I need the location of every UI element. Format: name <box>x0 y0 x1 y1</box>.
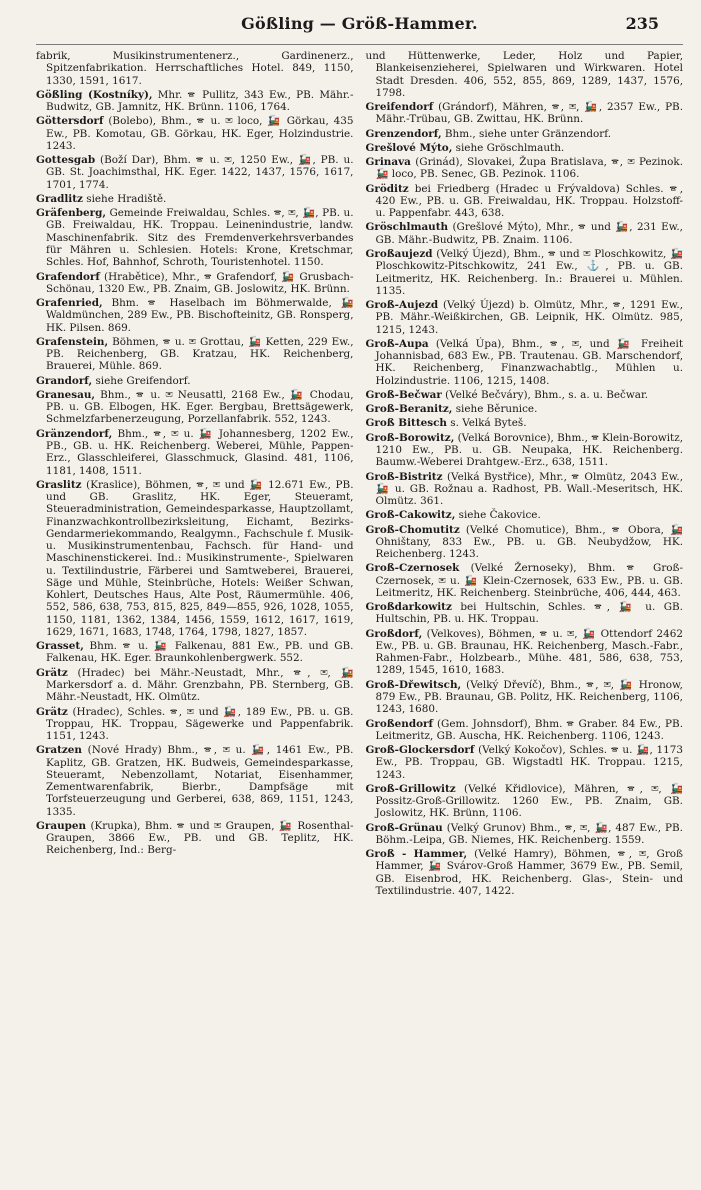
directory-entry <box>36 336 354 373</box>
entry-text: siehe Čakovice. <box>455 509 541 522</box>
directory-entry <box>366 389 684 401</box>
entry-place-name: Grätz <box>36 705 68 718</box>
entry-text: (Velká Borovnice), Bhm., 🕿 Klein-Borowitz, 1210 Ew., PB. u. GB. Neupaka, HK. Reichenberg. Baumw.-Weberei Drahtgew.-Erz., 638, 1511. <box>375 431 683 469</box>
entry-place-name: Groß-Grillowitz <box>365 782 456 795</box>
entry-text: (Grešlové Mýto), Mhr., 🕿 und 🚂, 231 Ew., GB. Mähr.-Budwitz, PB. Znaim. 1106. <box>375 221 683 246</box>
entry-text: siehe Gröschlmauth. <box>452 141 565 154</box>
entry-place-name: Grasset, <box>36 640 84 653</box>
left-column <box>36 50 354 899</box>
entry-text: (Velký Újezd), Bhm., 🕿 und ✉ Ploschkowitz, 🚂 Ploschkowitz-Pitschkowitz, 241 Ew., ⚓, PB. u. GB. Leitmeritz, HK. Reichenberg. In.: Brauerei u. Mühlen. 1135. <box>375 247 683 297</box>
entry-text: (Velkoves), Böhmen, 🕿 u. ✉, 🚂 Ottendorf 2462 Ew., PB. u. GB. Braunau, HK. Reichenberg, Masch.-Fabr., Rahmen-Fabr., Holzbearb., Mühe. 481, 586, 638, 753, 1289, 1545, 1610, 1683. <box>375 627 683 677</box>
directory-entry <box>366 417 684 429</box>
directory-entry <box>36 706 354 743</box>
entry-place-name: Groß-Beranitz, <box>365 403 453 416</box>
directory-entry <box>366 50 684 99</box>
directory-entry <box>36 89 354 114</box>
entry-place-name: Groß Bittesch <box>365 417 447 430</box>
directory-entry <box>36 667 354 704</box>
entry-text: (Velké Chomutice), Bhm., 🕿 Obora, 🚂 Ohništany, 833 Ew., PB. u. GB. Neubydžow, HK. Reichenberg. 1243. <box>375 523 683 561</box>
directory-entry <box>366 509 684 521</box>
entry-text: (Bolebo), Bhm., 🕿 u. ✉ loco, 🚂 Görkau, 435 Ew., PB. Komotau, GB. Görkau, HK. Eger, Holzindustrie. 1243. <box>46 115 354 152</box>
entry-place-name: Gradlitz <box>36 192 83 205</box>
entry-text: (Velký Dřevíč), Bhm., 🕿, ✉, 🚂 Hronow, 879 Ew., PB. Braunau, GB. Politz, HK. Reichenberg, 1106, 1243, 1680. <box>375 678 683 716</box>
entry-text: Bhm. 🕿 Haselbach im Böhmerwalde, 🚂 Waldmünchen, 289 Ew., PB. Bischofteinitz, GB. Ronsperg, HK. Pilsen. 869. <box>46 297 354 334</box>
directory-entry <box>366 822 684 847</box>
entry-text: (Krupka), Bhm. 🕿 und ✉ Graupen, 🚂 Rosenthal-Graupen, 3866 Ew., PB. und GB. Teplitz, HK. Reichenberg, Ind.: Berg- <box>46 819 354 857</box>
entry-text: (Grinád), Slovakei, Župa Bratislava, 🕿, ✉ Pezinok. 🚂 loco, PB. Senec, GB. Pezinok. 1106. <box>375 156 683 181</box>
entry-place-name: Groß-Aupa <box>365 337 429 350</box>
entry-text: (Kraslice), Böhmen, 🕿, ✉ und 🚂 12.671 Ew., PB. und GB. Graslitz, HK. Eger, Steueramt, Steueradministration, Gemeindesparkasse, Hauptzollamt, Finanzwachkontrollbezirksleitung, Eichamt, Bezirks-Gendarmeriekommando, Realgymn., Fachschule f. Musik- u. Musikinstrumentenbau, Fachsch. für Hand- und Maschinenstickerei. Ind.: Musikinstrumente-, Spielwaren u. Textilindustrie, Färberei und Samtweberei, Brauerei, Säge und Mühle, Steinbrüche, Hotels: Weißer Schwan, Kohlert, Deutsches Haus, Alte Post, Räumermühle. 406, 552, 586, 638, 753, 815, 825, 849—855, 926, 1028, 1055, 1150, 1181, 1362, 1384, 1456, 1559, 1612, 1617, 1619, 1629, 1671, 1683, 1748, 1764, 1798, 1827, 1857. <box>46 478 354 638</box>
entry-place-name: Gränzendorf, <box>36 427 113 440</box>
entry-text: (Gem. Johnsdorf), Bhm. 🕿 Graber. 84 Ew., PB. Leitmeritz, GB. Auscha, HK. Reichenberg. 1106, 1243. <box>375 717 683 742</box>
entry-place-name: Groß-Grünau <box>365 821 443 834</box>
directory-entry <box>36 375 354 387</box>
entry-place-name: Groß-Cakowitz, <box>365 509 456 522</box>
entry-place-name: Großaujezd <box>365 247 433 260</box>
page-header <box>36 14 683 44</box>
entry-text: Böhmen, 🕿 u. ✉ Grottau, 🚂 Ketten, 229 Ew., PB. Reichenberg, GB. Kratzau, HK. Reichenberg, Brauerei, Mühle. 869. <box>46 335 354 373</box>
entry-text: (Hradec), Schles. 🕿, ✉ und 🚂, 189 Ew., PB. u. GB. Troppau, HK. Troppau, Sägewerke und Pappenfabrik. 1151, 1243. <box>46 705 354 743</box>
entry-place-name: Gratzen <box>36 744 82 757</box>
entry-place-name: Grinava <box>365 156 411 169</box>
entry-text: Bhm., 🕿 u. ✉ Neusattl, 2168 Ew., 🚂 Chodau, PB. u. GB. Elbogen, HK. Eger. Bergbau, Brettsägewerk, Schmelzfarbenerzeugung, Porzellanfabrik. 552, 1243. <box>46 388 354 426</box>
directory-entry <box>36 479 354 638</box>
directory-entry <box>36 115 354 152</box>
entry-text: Gemeinde Freiwaldau, Schles. 🕿, ✉, 🚂, PB. u. GB. Freiwaldau, HK. Troppau. Leinenindustrie, landw. Maschinenfabrik. Sitz des Fremdenverkehrsverbandes für Mähren u. Schlesien. Hotels: Krone, Kretschmar, Schles. Hof, Bahnhof, Schroth, Touristenhotel. 1150. <box>46 207 354 269</box>
entry-text: (Velké Žernoseky), Bhm. 🕿 Groß-Czernosek, ✉ u. 🚂 Klein-Czernosek, 633 Ew., PB. u. GB. Leitmeritz, HK. Reichenberg. Steinbrüche, 406, 444, 463. <box>375 562 683 599</box>
directory-entry <box>366 718 684 743</box>
entry-place-name: Grandorf, <box>36 374 93 387</box>
directory-entry <box>36 193 354 205</box>
entry-text: (Velká Bystřice), Mhr., 🕿 Olmütz, 2043 Ew., 🚂 u. GB. Rožnau a. Radhost, PB. Wall.-Meseritsch, HK. Olmütz. 361. <box>375 470 683 508</box>
entry-text: (Velké Křidlovice), Mähren, 🕿, ✉, 🚂 Possitz-Groß-Grillowitz. 1260 Ew., PB. Znaim, GB. Joslowitz, HK. Brünn, 1106. <box>375 782 683 820</box>
directory-entry <box>366 783 684 820</box>
entry-text: siehe Greifendorf. <box>92 374 191 387</box>
entry-text: bei Hultschin, Schles. 🕿, 🚂 u. GB. Hultschin, PB. u. HK. Troppau. <box>375 601 683 626</box>
directory-entry <box>36 640 354 665</box>
directory-entry <box>366 142 684 154</box>
entry-place-name: Grätz <box>36 666 68 679</box>
entry-place-name: Groß-Czernosek <box>365 562 460 575</box>
entry-text: (Boží Dar), Bhm. 🕿 u. ✉, 1250 Ew., 🚂, PB. u. GB. St. Joachimsthal, HK. Eger. 1422, 1437, 1576, 1617, 1701, 1774. <box>46 154 354 191</box>
entry-place-name: Gottesgab <box>36 154 96 167</box>
directory-entry <box>366 848 684 897</box>
directory-entry <box>36 207 354 268</box>
entry-text: (Velké Bečváry), Bhm., s. a. u. Bečwar. <box>441 388 649 401</box>
entry-text: (Nové Hrady) Bhm., 🕿, ✉ u. 🚂, 1461 Ew., PB. Kaplitz, GB. Gratzen, HK. Budweis, Gemeindesparkasse, Steueramt, Nebenzollamt, Notariat, Eisenhammer, Zementwarenfabrik, Bierbr., Dampfsäge mit Torfsteuerzeugung und Gerberei, 638, 869, 1151, 1243, 1335. <box>46 744 354 818</box>
entry-place-name: Greifendorf <box>365 101 434 114</box>
entry-place-name: Grenzendorf, <box>365 127 442 140</box>
entry-text: siehe Běrunice. <box>452 403 538 416</box>
directory-entry <box>366 248 684 297</box>
entry-place-name: Groß-Glockersdorf <box>365 744 475 757</box>
directory-entry <box>366 221 684 246</box>
entry-text: (Velký Grunov) Bhm., 🕿, ✉, 🚂, 487 Ew., PB. Böhm.-Leipa, GB. Niemes, HK. Reichenberg. 1559. <box>375 821 683 846</box>
directory-entry <box>36 744 354 818</box>
entry-place-name: Grešlové Mýto, <box>365 141 453 154</box>
entry-text: (Grándorf), Mähren, 🕿, ✉, 🚂, 2357 Ew., PB. Mähr.-Trübau, GB. Zwittau, HK. Brünn. <box>375 101 683 126</box>
directory-entry <box>36 820 354 857</box>
entry-place-name: Großdorf, <box>365 627 423 640</box>
entry-text: fabrik, Musikinstrumentenerz., Gardinenerz., Spitzenfabrikation. Herrschaftliches Hotel. 849, 1150, 1330, 1591, 1617. <box>36 50 354 87</box>
entry-place-name: Großdarkowitz <box>365 601 452 614</box>
running-title: Gößling — Größ-Hammer. <box>241 14 478 33</box>
directory-entry <box>366 101 684 126</box>
entry-place-name: Gräfenberg, <box>36 207 106 220</box>
entry-text: (Hradec) bei Mähr.-Neustadt, Mhr., 🕿, ✉, 🚂 Markersdorf a. d. Mähr. Grenzbahn, PB. Sternberg, GB. Mähr.-Neustadt, HK. Olmütz. <box>46 666 354 704</box>
entry-place-name: Groß-Aujezd <box>365 299 439 312</box>
entry-place-name: Groß-Borowitz, <box>365 431 455 444</box>
entry-text: (Velký Kokočov), Schles. 🕿 u. 🚂, 1173 Ew., PB. Troppau, GB. Wigstadtl HK. Troppau. 1215, 1243. <box>375 744 683 781</box>
entry-place-name: Groß-Bistritz <box>365 470 443 483</box>
entry-text: Bhm., siehe unter Gränzendorf. <box>441 127 612 140</box>
entry-text: (Velká Úpa), Bhm., 🕿, ✉, und 🚂 Freiheit Johannisbad, 683 Ew., PB. Trautenau. GB. Marschendorf, HK. Reichenberg, Finanzwachabtlg., Mühlen u. Holzindustrie. 1106, 1215, 1408. <box>375 337 683 387</box>
directory-entry <box>366 562 684 599</box>
directory-entry <box>366 183 684 220</box>
entry-place-name: Gröschlmauth <box>365 221 449 234</box>
entry-place-name: Grafenstein, <box>36 335 109 348</box>
entry-text: und Hüttenwerke, Leder, Holz und Papier, Blankeisenzieherei, Spielwaren und Wirkwaren. Hotel Stadt Dresden. 406, 552, 855, 869, 1289, 1437, 1576, 1798. <box>365 50 683 99</box>
entry-place-name: Granesau, <box>36 388 96 401</box>
entry-place-name: Gößling (Kostníky), <box>36 88 153 101</box>
directory-entry <box>366 524 684 561</box>
directory-entry <box>36 297 354 334</box>
entry-place-name: Groß - Hammer, <box>365 848 468 861</box>
directory-entry <box>366 628 684 677</box>
directory-entry <box>36 271 354 296</box>
directory-entry <box>366 403 684 415</box>
entry-text: (Velké Hamry), Böhmen, 🕿, ✉, Groß Hammer, 🚂 Svárov-Groß Hammer, 3679 Ew., PB. Semil, GB. Eisenbrod, HK. Reichenberg. Glas-, Stein- und Textilindustrie. 407, 1422. <box>375 848 684 897</box>
directory-entry <box>366 471 684 508</box>
entry-place-name: Groß-Chomutitz <box>365 523 460 536</box>
entry-place-name: Gröditz <box>365 182 409 195</box>
directory-entry <box>366 156 684 181</box>
header-rule <box>36 44 683 45</box>
entry-place-name: Groß-Bečwar <box>365 388 442 401</box>
directory-entry <box>366 744 684 781</box>
entry-text: (Hrabětice), Mhr., 🕿 Grafendorf, 🚂 Grusbach-Schönau, 1320 Ew., PB. Znaim, GB. Joslowitz, HK. Brünn. <box>46 270 354 295</box>
entry-text: Bhm. 🕿 u. 🚂 Falkenau, 881 Ew., PB. und GB. Falkenau, HK. Eger. Braunkohlenbergwerk. 552. <box>46 640 354 665</box>
directory-entry <box>366 679 684 716</box>
directory-entry <box>36 50 354 87</box>
directory-entry <box>366 338 684 387</box>
entry-place-name: Graupen <box>36 819 87 832</box>
entry-text: siehe Hradiště. <box>82 192 167 205</box>
entry-text: s. Velká Byteš. <box>446 417 527 430</box>
entry-text: bei Friedberg (Hradec u Frývaldova) Schles. 🕿, 420 Ew., PB. u. GB. Freiwaldau, HK. Troppau. Holzstoff- u. Pappenfabr. 443, 638. <box>375 182 683 220</box>
directory-entry <box>366 601 684 626</box>
directory-entry <box>36 154 354 191</box>
entry-text: Bhm., 🕿, ✉ u. 🚂 Johannesberg, 1202 Ew., PB., GB. u. HK. Reichenberg. Weberei, Mühle, Pappen-Erz., Glasschleiferei, Glasschmuck, Glasind. 481, 1106, 1181, 1408, 1511. <box>46 427 354 477</box>
right-column <box>366 50 684 899</box>
directory-entry <box>36 389 354 426</box>
entry-place-name: Grafendorf <box>36 270 100 283</box>
entry-place-name: Graslitz <box>36 478 82 491</box>
page-number: 235 <box>625 14 659 33</box>
entry-place-name: Göttersdorf <box>36 115 104 128</box>
directory-entry <box>366 299 684 336</box>
entry-place-name: Groß-Dřewitsch, <box>365 678 462 691</box>
entry-text: (Velký Újezd) b. Olmütz, Mhr., 🕿, 1291 Ew., PB. Mähr.-Weißkirchen, GB. Leipnik, HK. Olmütz. 985, 1215, 1243. <box>375 299 683 336</box>
directory-entry <box>366 128 684 140</box>
two-column-body <box>36 50 683 899</box>
entry-place-name: Großendorf <box>365 717 433 730</box>
directory-entry <box>366 432 684 469</box>
directory-entry <box>36 428 354 477</box>
entry-text: Mhr. 🕿 Pullitz, 343 Ew., PB. Mähr.-Budwitz, GB. Jamnitz, HK. Brünn. 1106, 1764. <box>46 88 354 114</box>
entry-place-name: Grafenried, <box>36 297 103 310</box>
